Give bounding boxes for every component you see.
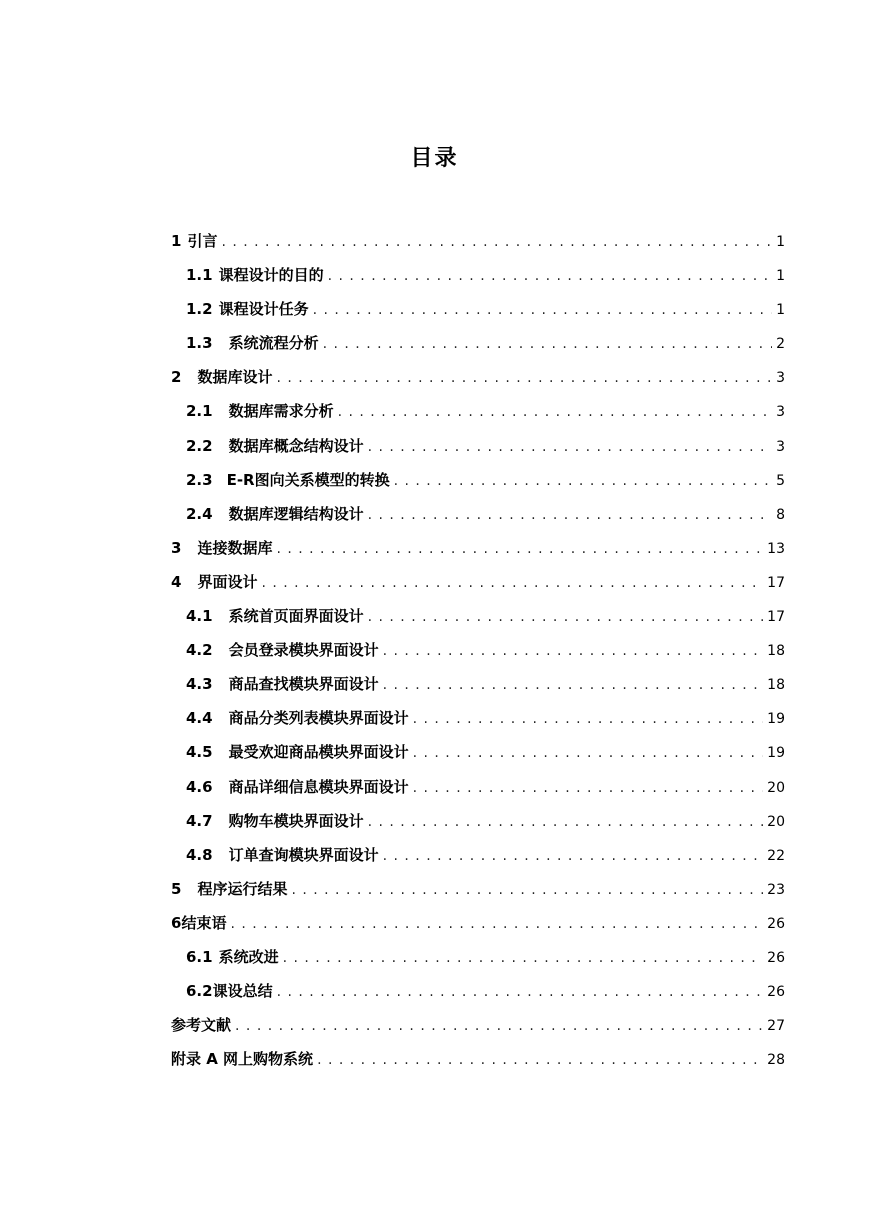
toc-page-number: 2 [776, 336, 785, 353]
toc-leader-dots [276, 534, 763, 564]
toc-number: 4.3 [186, 675, 213, 694]
toc-label: 数据库概念结构设计 [228, 436, 364, 455]
toc-entry-2[interactable] [171, 362, 785, 396]
toc-label: 系统流程分析 [228, 334, 319, 353]
toc-leader-dots [323, 329, 772, 359]
toc-entry-5[interactable] [171, 874, 785, 908]
toc-entry-2-1[interactable] [171, 396, 785, 430]
toc-page-number: 19 [767, 745, 785, 762]
toc-page-number: 26 [767, 915, 785, 932]
toc-entry-references[interactable] [171, 1010, 785, 1044]
toc-leader-dots [235, 1011, 763, 1041]
toc-leader-dots [277, 977, 764, 1007]
toc-entry-6[interactable] [171, 908, 785, 942]
toc-label: 程序运行结果 [197, 879, 288, 898]
toc-page-number: 1 [776, 302, 785, 319]
toc-leader-dots [368, 602, 764, 632]
toc-number: 4.8 [186, 845, 213, 864]
toc-number: 6.2 [186, 982, 213, 1001]
toc-number: 4.4 [186, 709, 213, 728]
toc-label: 商品查找模块界面设计 [228, 675, 379, 694]
toc-leader-dots [383, 841, 764, 871]
toc-leader-dots [313, 295, 772, 325]
toc-entry-4-7[interactable] [171, 806, 785, 840]
toc-label: 连接数据库 [197, 538, 273, 557]
toc-number: 2.1 [186, 402, 213, 421]
table-of-contents [171, 226, 785, 1078]
toc-number: 4.5 [186, 743, 213, 762]
toc-leader-dots [413, 738, 764, 768]
toc-leader-dots [221, 227, 772, 257]
toc-page-number: 1 [776, 234, 785, 250]
toc-page-number: 3 [776, 370, 785, 387]
toc-number: 1.3 [186, 334, 213, 353]
toc-page-number: 17 [767, 609, 785, 626]
toc-leader-dots [261, 568, 763, 598]
toc-label: 系统改进 [218, 947, 279, 966]
toc-entry-6-1[interactable] [171, 942, 785, 976]
toc-page-number: 23 [767, 881, 785, 898]
toc-page-number: 19 [767, 711, 785, 728]
toc-page-number: 26 [767, 949, 785, 966]
toc-label: 购物车模块界面设计 [228, 811, 364, 830]
toc-leader-dots [230, 909, 763, 939]
toc-label: 订单查询模块界面设计 [228, 845, 379, 864]
toc-entry-4-4[interactable] [171, 703, 785, 737]
toc-page-number: 27 [767, 1018, 785, 1035]
toc-entry-4[interactable] [171, 567, 785, 601]
toc-number: 4.2 [186, 641, 213, 660]
toc-number: 6 [171, 913, 182, 932]
toc-number: 3 [171, 538, 182, 557]
toc-number: 4.7 [186, 811, 213, 830]
toc-entry-2-3[interactable] [171, 465, 785, 499]
toc-entry-1[interactable] [171, 226, 785, 260]
toc-entry-3[interactable] [171, 533, 785, 567]
toc-number: 4.6 [186, 777, 213, 796]
toc-leader-dots [276, 363, 772, 393]
toc-number: 6.1 [186, 947, 213, 966]
toc-label: 数据库逻辑结构设计 [228, 504, 364, 523]
toc-entry-4-6[interactable] [171, 772, 785, 806]
toc-number: 1.1 [186, 266, 213, 285]
toc-entry-1-3[interactable] [171, 328, 785, 362]
toc-label: 系统首页面界面设计 [228, 607, 364, 626]
toc-label: 参考文献 [171, 1016, 232, 1035]
page-title: 目录 [410, 146, 459, 171]
toc-label: 课设总结 [212, 982, 273, 1001]
toc-label: 课程设计的目的 [218, 266, 324, 285]
toc-label: 结束语 [181, 913, 227, 932]
toc-number: 5 [171, 879, 182, 898]
toc-page-number: 20 [767, 813, 785, 830]
toc-entry-4-1[interactable] [171, 601, 785, 635]
toc-label: E-R图向关系模型的转换 [226, 470, 390, 489]
toc-entry-2-2[interactable] [171, 431, 785, 465]
toc-leader-dots [383, 670, 764, 700]
toc-entry-4-2[interactable] [171, 635, 785, 669]
toc-page-number: 5 [776, 472, 785, 489]
toc-number: 2.2 [186, 436, 213, 455]
toc-leader-dots [368, 500, 772, 530]
toc-page-number: 20 [767, 779, 785, 796]
toc-leader-dots [394, 466, 772, 496]
toc-entry-4-3[interactable] [171, 669, 785, 703]
toc-page-number: 13 [767, 540, 785, 557]
toc-leader-dots [368, 807, 764, 837]
toc-label: 界面设计 [197, 572, 258, 591]
toc-label: 附录 A 网上购物系统 [171, 1050, 314, 1069]
toc-page-number: 18 [767, 643, 785, 660]
toc-number: 1.2 [186, 300, 213, 319]
toc-leader-dots [338, 397, 772, 427]
toc-leader-dots [413, 704, 764, 734]
toc-page-number: 17 [767, 574, 785, 591]
toc-number: 4 [171, 572, 182, 591]
toc-leader-dots [291, 875, 763, 905]
toc-label: 课程设计任务 [218, 300, 309, 319]
toc-page-number: 28 [767, 1052, 785, 1069]
toc-leader-dots [317, 1045, 763, 1075]
toc-label: 商品分类列表模块界面设计 [228, 709, 409, 728]
toc-entry-6-2[interactable] [171, 976, 785, 1010]
toc-label: 数据库需求分析 [228, 402, 334, 421]
toc-entry-2-4[interactable] [171, 499, 785, 533]
toc-leader-dots [413, 773, 764, 803]
toc-entry-appendix-a[interactable] [171, 1044, 785, 1078]
toc-label: 最受欢迎商品模块界面设计 [228, 743, 409, 762]
toc-page-number: 3 [776, 438, 785, 455]
toc-leader-dots [368, 432, 772, 462]
toc-label: 会员登录模块界面设计 [228, 641, 379, 660]
toc-label: 引言 [187, 232, 218, 250]
toc-number: 1 [171, 232, 182, 250]
toc-number: 4.1 [186, 607, 213, 626]
toc-label: 商品详细信息模块界面设计 [228, 777, 409, 796]
toc-number: 2.3 [186, 470, 213, 489]
toc-entry-1-1[interactable] [171, 260, 785, 294]
toc-entry-4-8[interactable] [171, 840, 785, 874]
toc-page-number: 3 [776, 404, 785, 421]
toc-leader-dots [383, 636, 764, 666]
toc-page-number: 18 [767, 677, 785, 694]
toc-entry-1-2[interactable] [171, 294, 785, 328]
toc-page-number: 26 [767, 984, 785, 1001]
toc-number: 2.4 [186, 504, 213, 523]
toc-entry-4-5[interactable] [171, 737, 785, 771]
toc-leader-dots [328, 261, 772, 291]
toc-page-number: 8 [776, 506, 785, 523]
toc-number: 2 [171, 368, 182, 387]
toc-page-number: 1 [776, 268, 785, 285]
toc-label: 数据库设计 [197, 368, 273, 387]
toc-page-number: 22 [767, 847, 785, 864]
toc-leader-dots [283, 943, 764, 973]
